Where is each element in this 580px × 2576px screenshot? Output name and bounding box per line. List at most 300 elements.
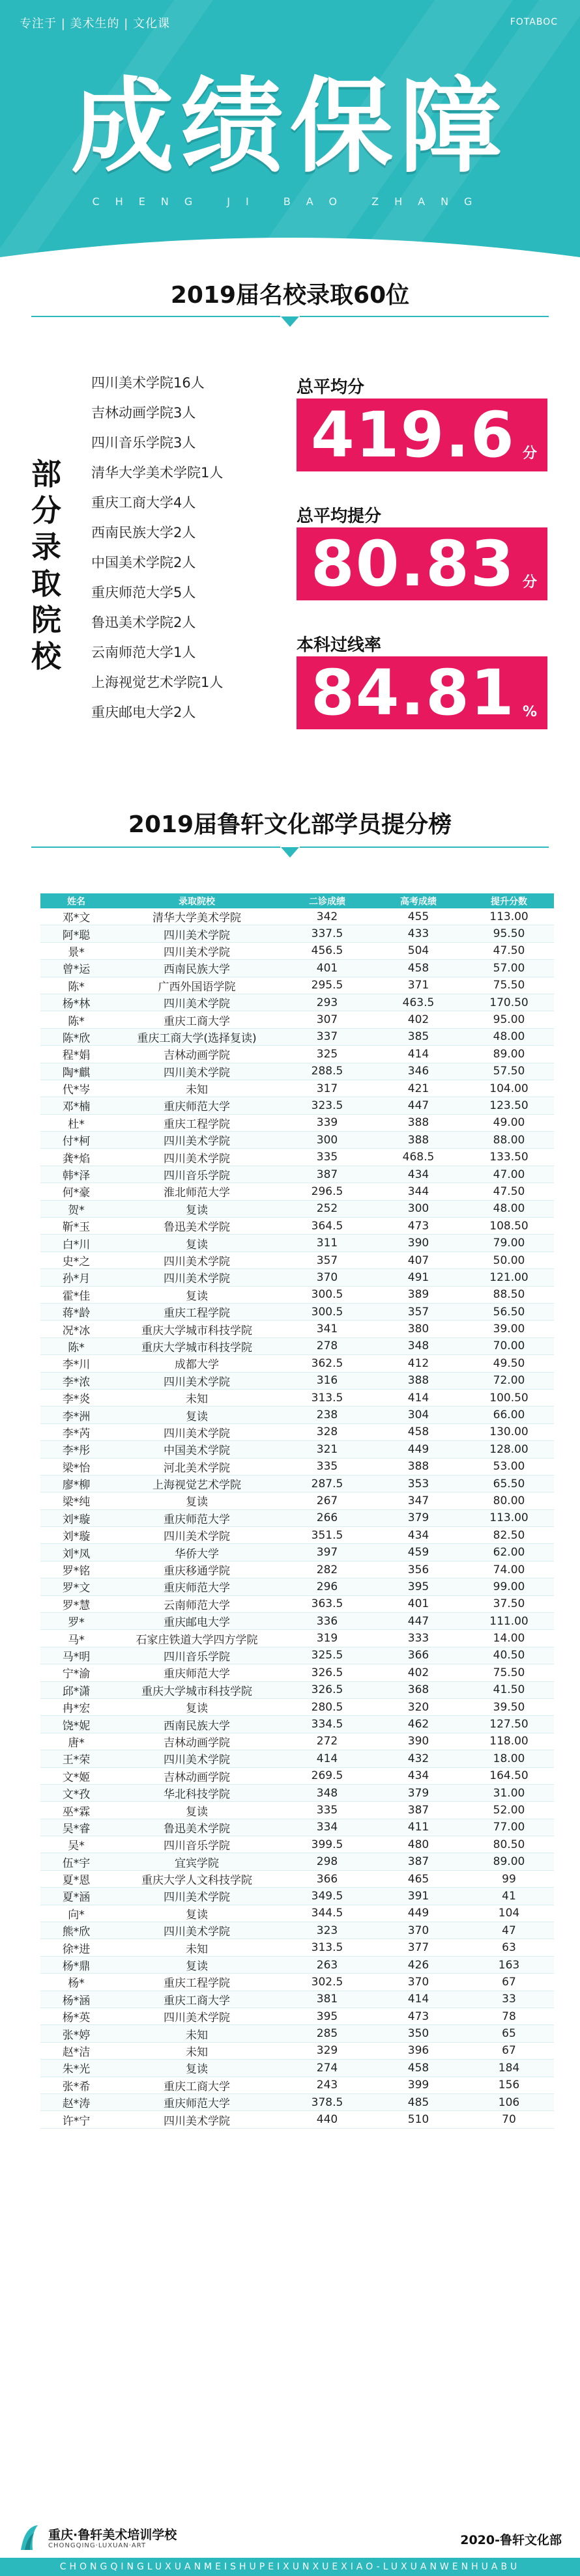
cell-name: 程*娟 [40,1046,112,1063]
cell-school: 重庆大学城市科技学院 [112,1321,282,1337]
cell-name: 白*川 [40,1235,112,1252]
cell-mock-score: 243 [282,2077,373,2093]
cell-school: 四川美术学院 [112,1527,282,1544]
cell-mock-score: 329 [282,2042,373,2059]
table-row [40,1974,554,1991]
table-row [40,1527,554,1544]
cell-exam-score: 447 [373,1097,464,1114]
cell-name: 杜* [40,1114,112,1131]
cell-mock-score: 401 [282,960,373,977]
cell-exam-score: 366 [373,1647,464,1664]
cell-mock-score: 296 [282,1578,373,1595]
table-row [40,1836,554,1853]
cell-school: 复读 [112,1698,282,1715]
cell-mock-score: 381 [282,1991,373,2008]
cell-school: 重庆工程学院 [112,1974,282,1991]
cell-exam-score: 389 [373,1286,464,1303]
cell-exam-score: 465 [373,1870,464,1887]
cell-exam-score: 491 [373,1269,464,1286]
cell-gain: 49.50 [464,1355,554,1372]
table-row [40,2008,554,2025]
cell-mock-score: 311 [282,1235,373,1252]
table-row [40,1389,554,1406]
table-row [40,1166,554,1183]
cell-gain: 111.00 [464,1613,554,1630]
cell-exam-score: 414 [373,1389,464,1406]
cell-exam-score: 320 [373,1698,464,1715]
cell-exam-score: 388 [373,1132,464,1149]
cell-gain: 75.50 [464,1664,554,1681]
table-row [40,1888,554,1905]
cell-mock-score: 285 [282,2025,373,2042]
table-row [40,1046,554,1063]
table-row [40,2042,554,2059]
cell-gain: 53.00 [464,1458,554,1475]
cell-school: 复读 [112,1492,282,1509]
cell-school: 四川美术学院 [112,1132,282,1149]
cell-name: 伍*宇 [40,1853,112,1870]
cell-gain: 104.00 [464,1080,554,1097]
table-row [40,2025,554,2042]
cell-gain: 47.50 [464,1183,554,1200]
cell-mock-score: 328 [282,1423,373,1440]
cell-name: 陈*欣 [40,1028,112,1045]
stat-box-pass-rate [297,656,547,729]
cell-exam-score: 504 [373,942,464,959]
cell-gain: 88.50 [464,1286,554,1303]
table-row [40,994,554,1011]
chevron-down-icon [281,316,299,327]
cell-mock-score: 334.5 [282,1716,373,1733]
cell-school: 石家庄铁道大学四方学院 [112,1630,282,1647]
table-row [40,1063,554,1080]
cell-exam-score: 434 [373,1767,464,1784]
cell-school: 四川美术学院 [112,1372,282,1389]
cell-mock-score: 378.5 [282,2093,373,2110]
school-item: 鲁迅美术学院2人 [91,615,196,630]
cell-gain: 67 [464,1974,554,1991]
table-row [40,1183,554,1200]
cell-gain: 47.50 [464,942,554,959]
cell-mock-score: 370 [282,1269,373,1286]
table-row [40,1784,554,1801]
cell-mock-score: 364.5 [282,1218,373,1235]
stat-value: 419.6 [311,399,515,471]
table-row [40,1767,554,1784]
table-row [40,1956,554,1973]
cell-gain: 74.00 [464,1561,554,1578]
cell-exam-score: 347 [373,1492,464,1509]
cell-school: 四川美术学院 [112,1922,282,1939]
cell-name: 饶*妮 [40,1716,112,1733]
cell-exam-score: 350 [373,2025,464,2042]
cell-mock-score: 321 [282,1441,373,1458]
cell-mock-score: 272 [282,1733,373,1750]
cell-mock-score: 325 [282,1046,373,1063]
cell-exam-score: 391 [373,1888,464,1905]
cell-gain: 80.00 [464,1492,554,1509]
cell-mock-score: 288.5 [282,1063,373,1080]
table-row [40,1218,554,1235]
cell-name: 邓*楠 [40,1097,112,1114]
cell-exam-score: 344 [373,1183,464,1200]
cell-name: 蒋*龄 [40,1303,112,1320]
cell-mock-score: 366 [282,1870,373,1887]
cell-exam-score: 390 [373,1235,464,1252]
table-row [40,1355,554,1372]
cell-mock-score: 325.5 [282,1647,373,1664]
stat-label-avg-score: 总平均分 [297,378,365,397]
table-row [40,1303,554,1320]
cell-exam-score: 462 [373,1716,464,1733]
cell-gain: 106 [464,2093,554,2110]
cell-mock-score: 313.5 [282,1939,373,1956]
table-row [40,1870,554,1887]
cell-exam-score: 432 [373,1750,464,1767]
cell-mock-score: 302.5 [282,1974,373,1991]
cell-school: 四川美术学院 [112,994,282,1011]
cell-name: 赵*涛 [40,2093,112,2110]
cell-exam-score: 407 [373,1252,464,1268]
cell-name: 廖*柳 [40,1475,112,1492]
cell-exam-score: 396 [373,2042,464,2059]
cell-gain: 50.00 [464,1252,554,1268]
footer-school-english: CHONGQING·LUXUAN·ART [48,2542,147,2549]
stat-label-avg-gain: 总平均提分 [297,507,382,526]
cell-gain: 82.50 [464,1527,554,1544]
header-wave [0,231,580,270]
cell-name: 阿*聪 [40,925,112,942]
cell-school: 四川音乐学院 [112,1836,282,1853]
cell-gain: 56.50 [464,1303,554,1320]
cell-exam-score: 370 [373,1974,464,1991]
table-row [40,1441,554,1458]
cell-name: 李*炎 [40,1389,112,1406]
cell-gain: 88.00 [464,1132,554,1149]
cell-mock-score: 300.5 [282,1286,373,1303]
cell-name: 夏*涵 [40,1888,112,1905]
table-row [40,1286,554,1303]
cell-name: 孙*月 [40,1269,112,1286]
cell-gain: 113.00 [464,908,554,925]
cell-exam-score: 414 [373,1046,464,1063]
table-row [40,942,554,959]
cell-name: 刘*璇 [40,1527,112,1544]
cell-exam-score: 433 [373,925,464,942]
cell-school: 宜宾学院 [112,1853,282,1870]
school-item: 云南师范大学1人 [91,645,196,660]
cell-mock-score: 252 [282,1200,373,1217]
cell-school: 重庆工商大学 [112,1991,282,2008]
cell-school: 未知 [112,1939,282,1956]
cell-mock-score: 357 [282,1252,373,1268]
cell-mock-score: 300 [282,1132,373,1149]
cell-exam-score: 412 [373,1355,464,1372]
cell-exam-score: 379 [373,1509,464,1526]
table-row [40,1991,554,2008]
cell-name: 李*洲 [40,1407,112,1423]
cell-gain: 48.00 [464,1028,554,1045]
cell-name: 徐*进 [40,1939,112,1956]
cell-school: 成都大学 [112,1355,282,1372]
cell-name: 邓*文 [40,908,112,925]
cell-name: 吴* [40,1836,112,1853]
school-item: 重庆师范大学5人 [91,585,196,600]
cell-name: 赵*洁 [40,2042,112,2059]
cell-mock-score: 397 [282,1544,373,1561]
cell-exam-score: 455 [373,908,464,925]
cell-gain: 67 [464,2042,554,2059]
cell-gain: 79.00 [464,1235,554,1252]
table-row [40,1544,554,1561]
cell-mock-score: 280.5 [282,1698,373,1715]
cell-gain: 48.00 [464,1200,554,1217]
table-row [40,1733,554,1750]
stat-unit: 分 [522,574,537,591]
cell-gain: 75.50 [464,977,554,994]
cell-gain: 72.00 [464,1372,554,1389]
table-row [40,925,554,942]
cell-exam-score: 414 [373,1991,464,2008]
cell-name: 代*岑 [40,1080,112,1097]
cell-school: 复读 [112,1286,282,1303]
cell-gain: 14.00 [464,1630,554,1647]
cell-gain: 170.50 [464,994,554,1011]
section-divider-right [300,316,549,317]
cell-gain: 104 [464,1905,554,1922]
cell-gain: 133.50 [464,1149,554,1166]
cell-gain: 99 [464,1870,554,1887]
title-pinyin: CHENG JI BAO ZHANG [92,195,488,208]
table-row [40,1372,554,1389]
cell-mock-score: 300.5 [282,1303,373,1320]
cell-mock-score: 399.5 [282,1836,373,1853]
cell-gain: 63 [464,1939,554,1956]
cell-school: 重庆师范大学 [112,1097,282,1114]
cell-mock-score: 307 [282,1011,373,1028]
col-header-mock-score: 二诊成绩 [282,893,373,908]
cell-gain: 100.50 [464,1389,554,1406]
score-table [40,893,554,2129]
cell-gain: 65.50 [464,1475,554,1492]
cell-exam-score: 300 [373,1200,464,1217]
cell-mock-score: 341 [282,1321,373,1337]
cell-gain: 156 [464,2077,554,2093]
cell-gain: 49.00 [464,1114,554,1131]
cell-school: 四川美术学院 [112,925,282,942]
table-row [40,1647,554,1664]
cell-gain: 80.50 [464,1836,554,1853]
table-row [40,1423,554,1440]
table-row [40,1905,554,1922]
school-item: 重庆邮电大学2人 [91,705,196,720]
col-header-exam-score: 高考成绩 [373,893,464,908]
cell-name: 李*彤 [40,1441,112,1458]
cell-school: 复读 [112,1235,282,1252]
cell-gain: 40.50 [464,1647,554,1664]
cell-school: 未知 [112,1389,282,1406]
table-row [40,1664,554,1681]
cell-exam-score: 468.5 [373,1149,464,1166]
cell-exam-score: 388 [373,1114,464,1131]
stat-unit: 分 [522,445,537,462]
cell-exam-score: 388 [373,1372,464,1389]
cell-school: 西南民族大学 [112,1716,282,1733]
cell-mock-score: 362.5 [282,1355,373,1372]
cell-exam-score: 463.5 [373,994,464,1011]
cell-exam-score: 377 [373,1939,464,1956]
table-row [40,1337,554,1354]
cell-exam-score: 434 [373,1166,464,1183]
cell-gain: 77.00 [464,1819,554,1836]
cell-school: 四川音乐学院 [112,1647,282,1664]
cell-school: 华北科技学院 [112,1784,282,1801]
cell-exam-score: 426 [373,1956,464,1973]
table-row [40,1802,554,1819]
cell-name: 罗* [40,1613,112,1630]
cell-mock-score: 339 [282,1114,373,1131]
cell-name: 罗*铭 [40,1561,112,1578]
cell-mock-score: 316 [282,1372,373,1389]
school-item: 重庆工商大学4人 [91,495,196,511]
cell-gain: 52.00 [464,1802,554,1819]
cell-mock-score: 440 [282,2111,373,2128]
cell-school: 中国美术学院 [112,1441,282,1458]
cell-school: 四川美术学院 [112,2111,282,2128]
cell-school: 复读 [112,1802,282,1819]
cell-gain: 118.00 [464,1733,554,1750]
table-row [40,1200,554,1217]
cell-name: 景* [40,942,112,959]
cell-exam-score: 449 [373,1441,464,1458]
cell-mock-score: 238 [282,1407,373,1423]
cell-exam-score: 388 [373,1458,464,1475]
cell-school: 重庆师范大学 [112,1664,282,1681]
section-divider-right [300,847,549,848]
cell-gain: 70.00 [464,1337,554,1354]
school-item: 西南民族大学2人 [91,525,196,540]
col-header-name: 姓名 [40,893,112,908]
cell-school: 重庆工程学院 [112,1114,282,1131]
cell-exam-score: 473 [373,1218,464,1235]
cell-gain: 31.00 [464,1784,554,1801]
cell-exam-score: 402 [373,1664,464,1681]
cell-gain: 39.50 [464,1698,554,1715]
cell-gain: 99.00 [464,1578,554,1595]
table-row [40,1716,554,1733]
section-title-ranking: 2019届鲁轩文化部学员提分榜 [128,811,452,838]
cell-mock-score: 335 [282,1149,373,1166]
cell-school: 上海视觉艺术学院 [112,1475,282,1492]
cell-school: 复读 [112,1956,282,1973]
stat-value: 80.83 [311,527,515,600]
table-row [40,1613,554,1630]
cell-mock-score: 295.5 [282,977,373,994]
section-divider-left [31,847,280,848]
cell-school: 四川美术学院 [112,1269,282,1286]
table-row [40,1149,554,1166]
cell-mock-score: 317 [282,1080,373,1097]
brand-text: FOTABOC [510,17,558,27]
cell-name: 张*婷 [40,2025,112,2042]
cell-gain: 65 [464,2025,554,2042]
cell-mock-score: 337.5 [282,925,373,942]
cell-exam-score: 449 [373,1905,464,1922]
cell-mock-score: 335 [282,1802,373,1819]
cell-gain: 163 [464,1956,554,1973]
cell-name: 陈* [40,977,112,994]
cell-mock-score: 351.5 [282,1527,373,1544]
cell-exam-score: 387 [373,1853,464,1870]
cell-mock-score: 313.5 [282,1389,373,1406]
cell-school: 重庆师范大学 [112,1509,282,1526]
table-row [40,1750,554,1767]
cell-exam-score: 357 [373,1303,464,1320]
cell-gain: 95.00 [464,1011,554,1028]
table-row [40,1458,554,1475]
cell-exam-score: 395 [373,1578,464,1595]
section-title-admissions: 2019届名校录取60位 [170,282,410,309]
table-row [40,1630,554,1647]
cell-name: 陈* [40,1011,112,1028]
cell-exam-score: 510 [373,2111,464,2128]
cell-mock-score: 263 [282,1956,373,1973]
cell-mock-score: 363.5 [282,1595,373,1612]
cell-name: 刘*璇 [40,1509,112,1526]
cell-school: 四川美术学院 [112,1750,282,1767]
cell-name: 韩*泽 [40,1166,112,1183]
table-row [40,1132,554,1149]
cell-gain: 127.50 [464,1716,554,1733]
cell-exam-score: 473 [373,2008,464,2025]
cell-school: 未知 [112,1080,282,1097]
cell-name: 付*柯 [40,1132,112,1149]
footer-department: 2020-鲁轩文化部 [460,2533,562,2547]
cell-exam-score: 368 [373,1681,464,1698]
cell-name: 杨*英 [40,2008,112,2025]
table-row [40,1252,554,1268]
cell-mock-score: 266 [282,1509,373,1526]
cell-school: 未知 [112,2025,282,2042]
cell-name: 史*之 [40,1252,112,1268]
table-row [40,1681,554,1698]
cell-mock-score: 337 [282,1028,373,1045]
col-header-gain: 提升分数 [464,893,554,908]
table-header-row [40,893,554,908]
cell-school: 淮北师范大学 [112,1183,282,1200]
cell-mock-score: 296.5 [282,1183,373,1200]
cell-school: 云南师范大学 [112,1595,282,1612]
cell-gain: 113.00 [464,1509,554,1526]
cell-name: 文*孜 [40,1784,112,1801]
cell-name: 邱*潇 [40,1681,112,1698]
table-row [40,1509,554,1526]
cell-exam-score: 401 [373,1595,464,1612]
cell-mock-score: 349.5 [282,1888,373,1905]
table-row [40,960,554,977]
cell-mock-score: 342 [282,908,373,925]
cell-exam-score: 434 [373,1527,464,1544]
cell-name: 靳*玉 [40,1218,112,1235]
cell-name: 刘*凤 [40,1544,112,1561]
section-divider-left [31,316,280,317]
cell-name: 李*浓 [40,1372,112,1389]
table-row [40,1407,554,1423]
cell-school: 重庆大学人文科技学院 [112,1870,282,1887]
cell-gain: 164.50 [464,1767,554,1784]
table-row [40,2077,554,2093]
cell-school: 鲁迅美术学院 [112,1218,282,1235]
